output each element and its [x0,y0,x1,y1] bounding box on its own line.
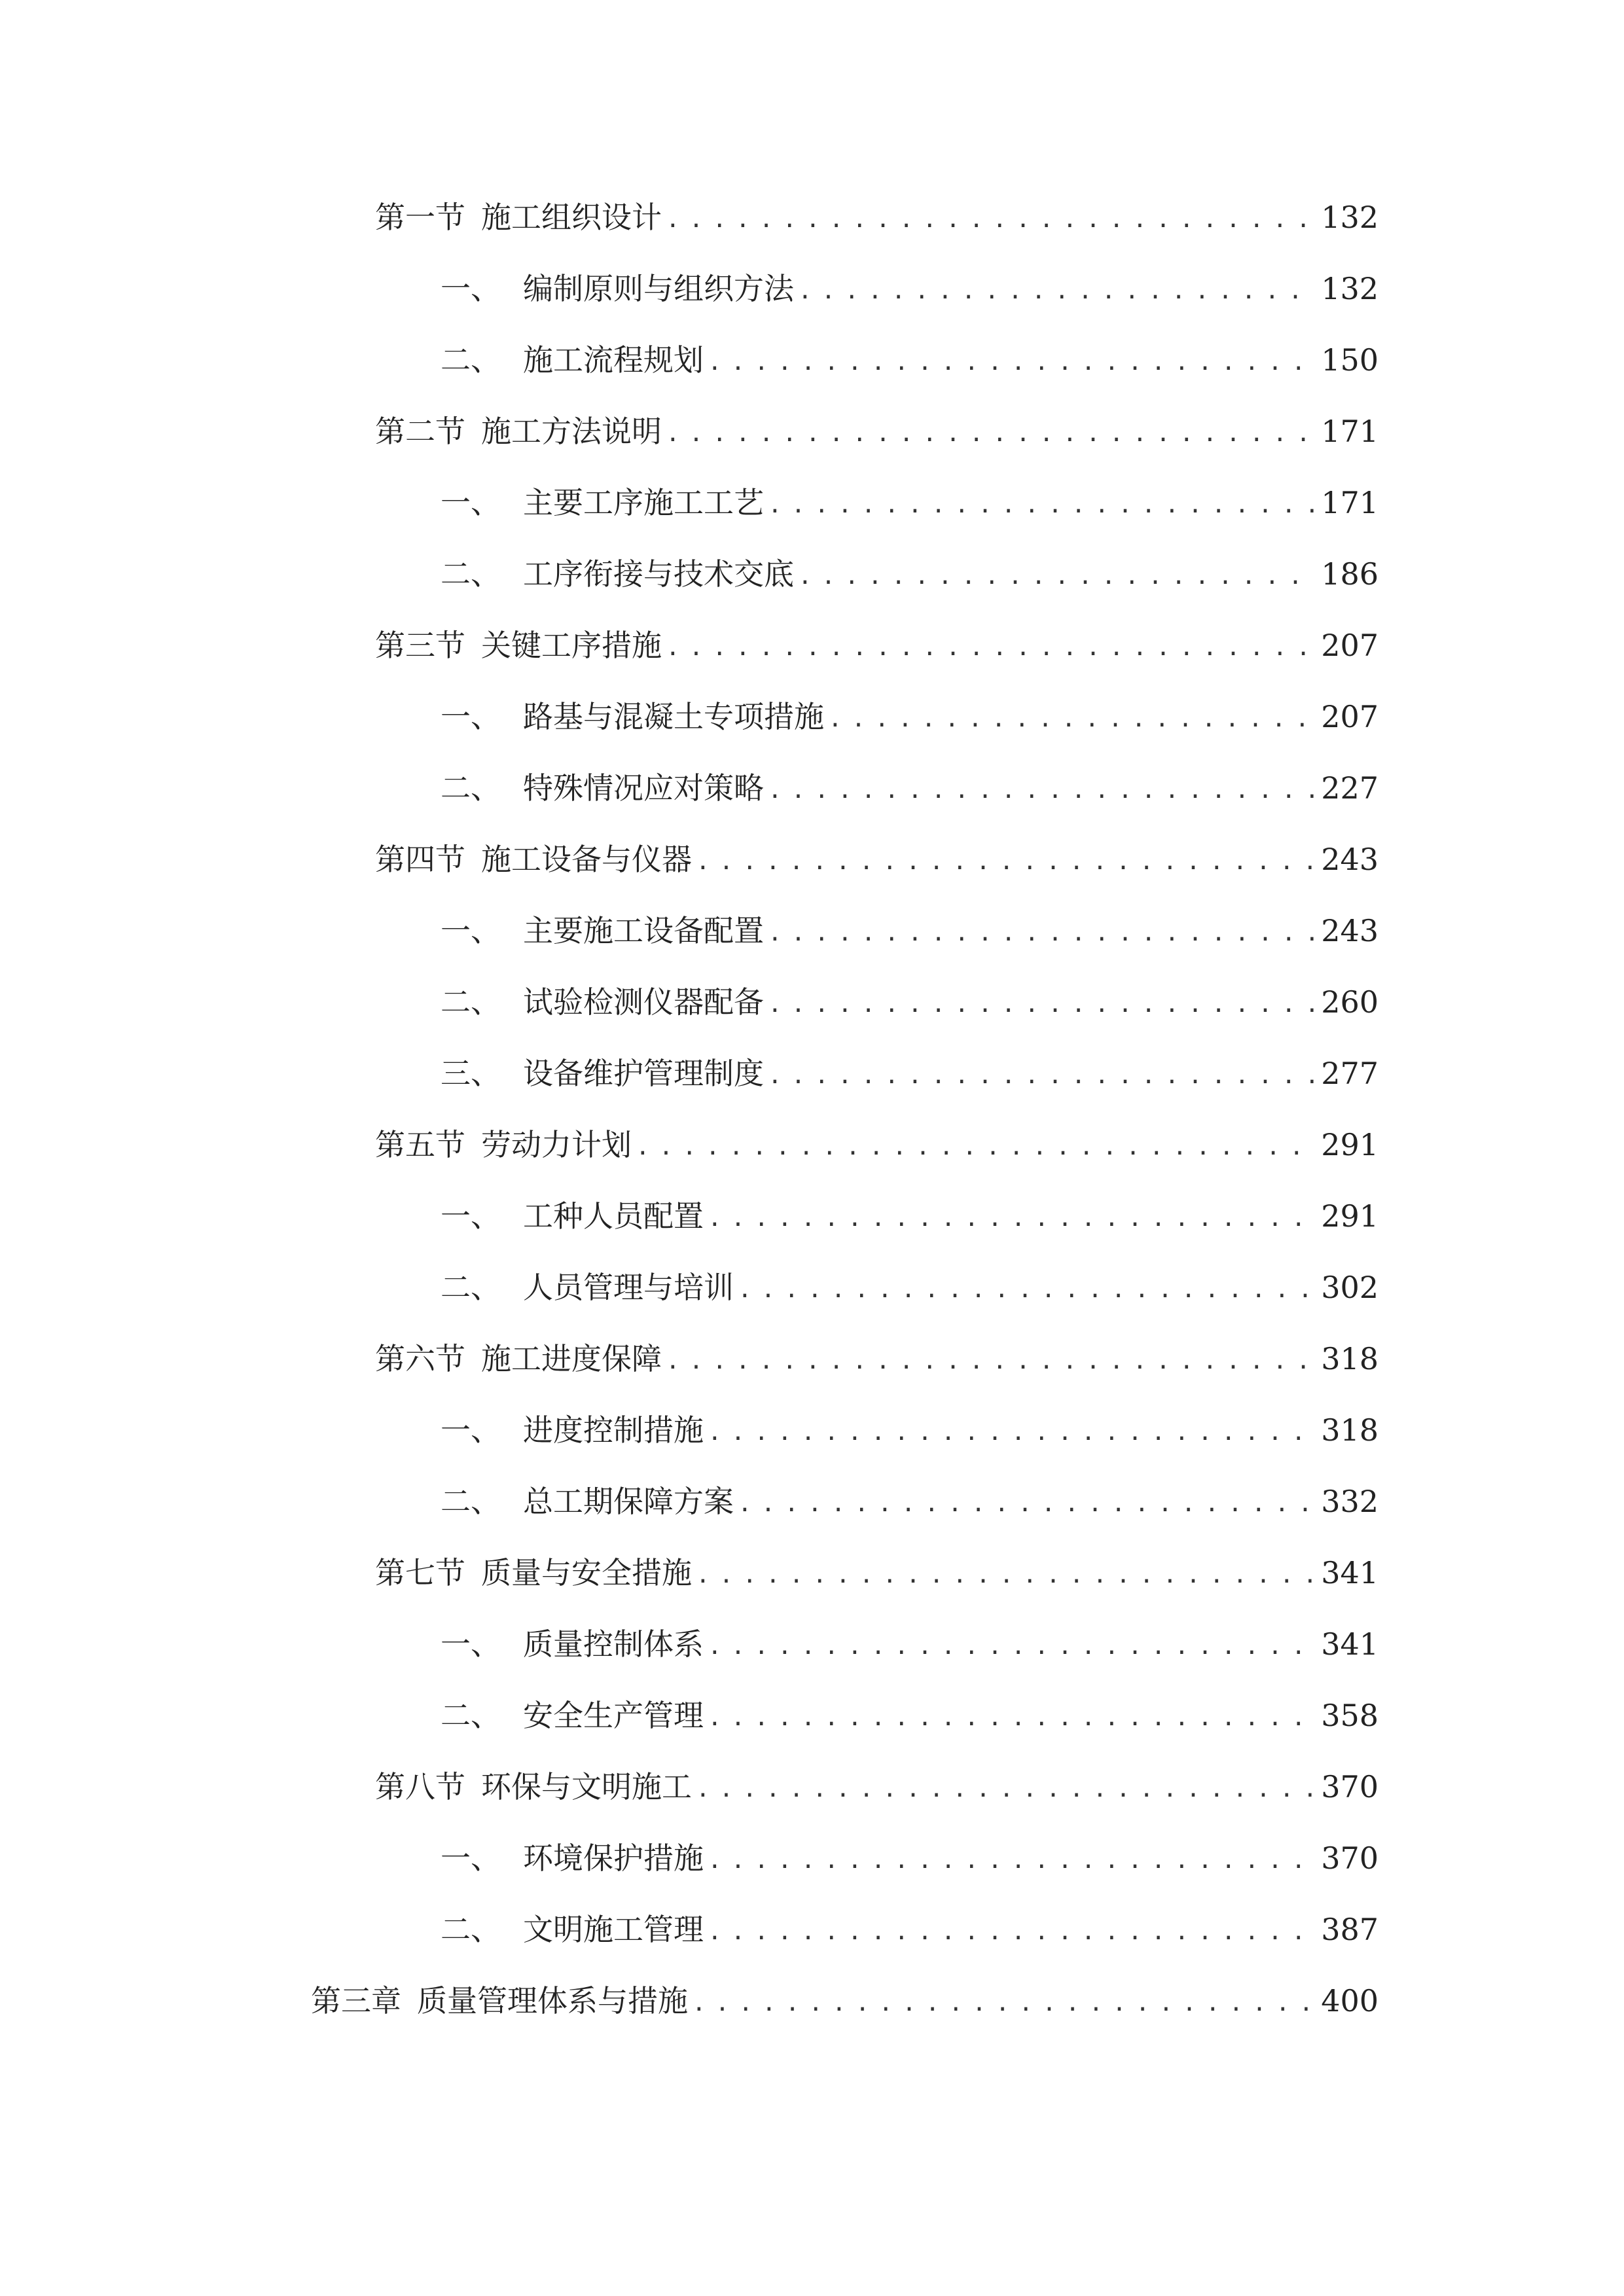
entry-page-number: 243 [1321,913,1379,948]
dot-leader [708,1407,1314,1459]
entry-number: 第三章 [311,1983,401,2018]
entry-page-number: 291 [1321,1127,1379,1162]
toc-section-1[interactable] [375,191,1379,243]
entry-page-number: 387 [1321,1912,1379,1947]
entry-number: 二、 [441,556,501,592]
toc-section-4[interactable] [375,833,1379,886]
entry-title: 施工设备与仪器 [481,842,692,877]
dot-leader [708,1193,1314,1245]
entry-number: 一、 [441,271,501,306]
dot-leader [696,1549,1314,1602]
dot-leader [768,907,1314,960]
entry-number: 一、 [441,1626,501,1662]
dot-leader [666,622,1314,674]
entry-page-number: 171 [1321,485,1379,520]
entry-title: 设备维护管理制度 [523,1056,764,1091]
toc-item[interactable] [441,1618,1379,1670]
dot-leader [666,194,1314,246]
entry-number: 第三节 [375,628,465,663]
entry-page-number: 341 [1321,1555,1379,1590]
entry-number: 第七节 [375,1555,465,1590]
entry-title: 工序衔接与技术交底 [523,556,794,592]
entry-title: 路基与混凝土专项措施 [523,699,824,734]
entry-title: 质量与安全措施 [481,1555,692,1590]
entry-title: 特殊情况应对策略 [523,770,764,806]
toc-item[interactable] [441,976,1379,1028]
entry-number: 一、 [441,1198,501,1234]
entry-page-number: 150 [1321,342,1379,378]
entry-title: 进度控制措施 [523,1412,704,1448]
entry-page-number: 277 [1321,1056,1379,1091]
dot-leader [738,1264,1314,1316]
entry-number: 一、 [441,1412,501,1448]
entry-title: 试验检测仪器配备 [523,984,764,1020]
entry-number: 二、 [441,1698,501,1733]
dot-leader [708,1835,1314,1887]
dot-leader [708,1906,1314,1958]
entry-title: 主要工序施工工艺 [523,485,764,520]
entry-title: 工种人员配置 [523,1198,704,1234]
toc-item[interactable] [441,905,1379,957]
entry-number: 二、 [441,342,501,378]
dot-leader [692,1977,1314,2030]
entry-page-number: 318 [1321,1412,1379,1448]
dot-leader [708,1621,1314,1673]
entry-title: 人员管理与培训 [523,1270,734,1305]
entry-page-number: 227 [1321,770,1379,806]
entry-number: 一、 [441,1840,501,1876]
entry-page-number: 132 [1321,200,1379,235]
entry-title: 施工方法说明 [481,414,662,449]
entry-title: 总工期保障方案 [523,1484,734,1519]
toc-item[interactable] [441,691,1379,743]
dot-leader [798,265,1314,317]
entry-number: 二、 [441,1912,501,1947]
toc-item[interactable] [441,476,1379,529]
entry-page-number: 260 [1321,984,1379,1020]
entry-number: 二、 [441,1270,501,1305]
toc-section-6[interactable] [375,1333,1379,1385]
entry-page-number: 291 [1321,1198,1379,1234]
toc-item[interactable] [441,548,1379,600]
entry-page-number: 400 [1321,1983,1379,2018]
toc-section-5[interactable] [375,1119,1379,1171]
entry-page-number: 186 [1321,556,1379,592]
entry-title: 主要施工设备配置 [523,913,764,948]
toc-item[interactable] [441,1689,1379,1742]
toc-item[interactable] [441,1832,1379,1884]
toc-item[interactable] [441,1047,1379,1100]
entry-page-number: 341 [1321,1626,1379,1662]
entry-title: 施工进度保障 [481,1341,662,1376]
entry-number: 一、 [441,485,501,520]
entry-page-number: 171 [1321,414,1379,449]
dot-leader [666,1335,1314,1388]
entry-number: 第八节 [375,1769,465,1804]
entry-page-number: 302 [1321,1270,1379,1305]
entry-title: 关键工序措施 [481,628,662,663]
entry-title: 质量管理体系与措施 [417,1983,688,2018]
toc-item[interactable] [441,1475,1379,1528]
entry-title: 劳动力计划 [481,1127,632,1162]
dot-leader [666,408,1314,460]
toc-item[interactable] [441,762,1379,814]
dot-leader [696,1763,1314,1816]
entry-page-number: 243 [1321,842,1379,877]
entry-page-number: 370 [1321,1769,1379,1804]
entry-title: 环境保护措施 [523,1840,704,1876]
entry-title: 施工组织设计 [481,200,662,235]
toc-item[interactable] [441,1261,1379,1314]
toc-chapter-3[interactable] [311,1975,1379,2027]
dot-leader [738,1478,1314,1530]
toc-item[interactable] [441,262,1379,315]
dot-leader [768,764,1314,817]
toc-section-8[interactable] [375,1761,1379,1813]
entry-number: 二、 [441,984,501,1020]
entry-page-number: 318 [1321,1341,1379,1376]
entry-number: 第二节 [375,414,465,449]
toc-section-7[interactable] [375,1547,1379,1599]
entry-number: 第四节 [375,842,465,877]
entry-title: 文明施工管理 [523,1912,704,1947]
toc-item[interactable] [441,334,1379,386]
entry-number: 二、 [441,770,501,806]
entry-page-number: 332 [1321,1484,1379,1519]
entry-title: 安全生产管理 [523,1698,704,1733]
dot-leader [768,978,1314,1031]
toc-item[interactable] [441,1190,1379,1242]
entry-title: 编制原则与组织方法 [523,271,794,306]
entry-number: 第五节 [375,1127,465,1162]
toc-item[interactable] [441,1903,1379,1956]
entry-number: 一、 [441,699,501,734]
dot-leader [636,1121,1314,1174]
toc-item[interactable] [441,1404,1379,1456]
entry-title: 施工流程规划 [523,342,704,378]
dot-leader [696,836,1314,888]
entry-number: 第六节 [375,1341,465,1376]
dot-leader [768,479,1314,531]
dot-leader [798,550,1314,603]
entry-title: 质量控制体系 [523,1626,704,1662]
toc-section-3[interactable] [375,619,1379,672]
toc-section-2[interactable] [375,405,1379,457]
entry-title: 环保与文明施工 [481,1769,692,1804]
dot-leader [708,1692,1314,1744]
dot-leader [768,1050,1314,1102]
entry-page-number: 358 [1321,1698,1379,1733]
entry-number: 一、 [441,913,501,948]
entry-number: 三、 [441,1056,501,1091]
dot-leader [828,693,1314,745]
entry-number: 第一节 [375,200,465,235]
entry-number: 二、 [441,1484,501,1519]
entry-page-number: 207 [1321,699,1379,734]
entry-page-number: 132 [1321,271,1379,306]
dot-leader [708,336,1314,389]
entry-page-number: 207 [1321,628,1379,663]
entry-page-number: 370 [1321,1840,1379,1876]
